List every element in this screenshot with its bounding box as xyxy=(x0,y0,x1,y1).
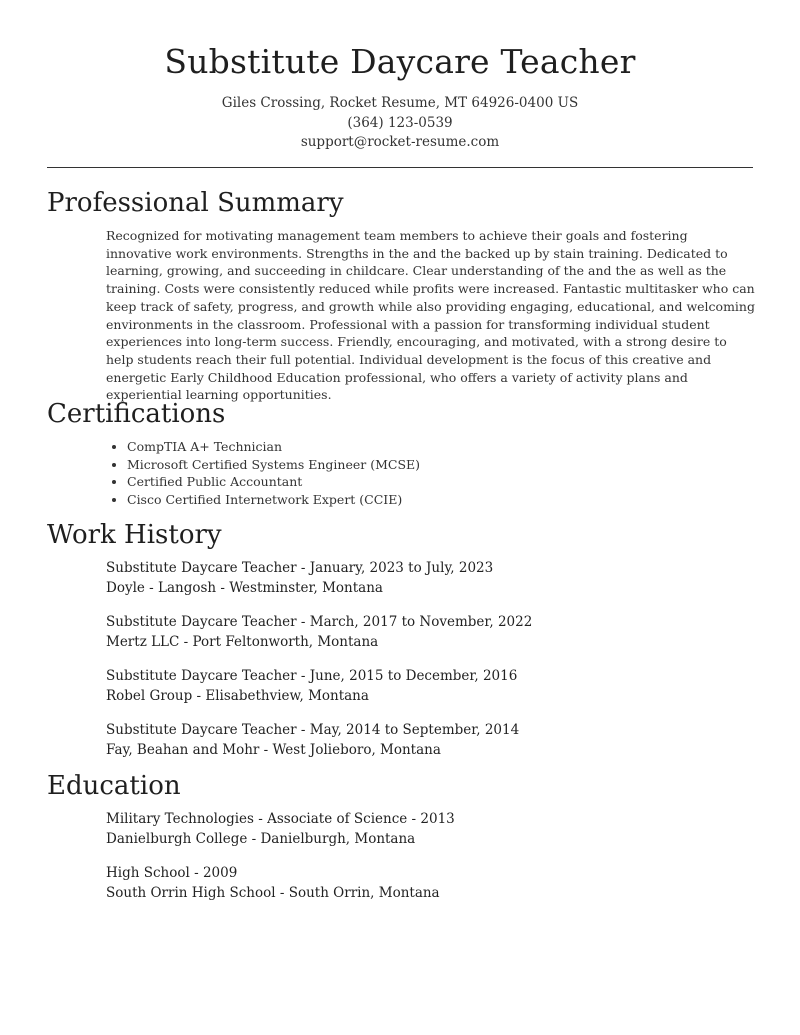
contact-block xyxy=(0,94,800,153)
work-entry-employer: Robel Group - Elisabethview, Montana xyxy=(106,688,369,704)
certification-item: • Certified Public Accountant xyxy=(127,473,420,491)
resume-header xyxy=(0,40,800,153)
education-entry xyxy=(106,863,440,903)
certification-item: • CompTIA A+ Technician xyxy=(127,438,420,456)
summary-heading: Professional Summary xyxy=(47,188,344,218)
certifications-list xyxy=(106,438,420,508)
header-divider xyxy=(47,167,753,168)
education-entry-degree: High School - 2009 xyxy=(106,865,238,881)
work-entry xyxy=(106,720,519,760)
work-entry-employer: Mertz LLC - Port Feltonworth, Montana xyxy=(106,634,379,650)
education-entry xyxy=(106,809,455,849)
work-entry-title: Substitute Daycare Teacher - June, 2015 to December, 2016 xyxy=(106,668,518,684)
work-entry-title: Substitute Daycare Teacher - January, 2023 to July, 2023 xyxy=(106,560,494,576)
contact-phone: (364) 123-0539 xyxy=(347,114,453,131)
work-entry xyxy=(106,666,517,706)
work-entry-title: Substitute Daycare Teacher - March, 2017 to November, 2022 xyxy=(106,614,533,630)
summary-text: Recognized for motivating management team members to achieve their goals and fostering innovative work environments. Strengths in the and the backed up by stain training. Dedicated to learning, growing, and succeeding in childcare. Clear understanding of the and the as well as the training. Costs were consistently reduced while profits were increased. Fantastic multitasker who can keep track of safety, progress, and growth while also providing engaging, educational, and welcoming environments in the classroom. Professional with a passion for transforming individual student experiences into long-term success. Friendly, encouraging, and motivated, with a strong desire to help students reach their full potential. Individual development is the focus of this creative and energetic Early Childhood Education professional, who offers a variety of activity plans and experiential learning opportunities. xyxy=(106,228,755,403)
candidate-name: Substitute Daycare Teacher xyxy=(164,42,636,81)
contact-email: support@rocket-resume.com xyxy=(300,134,500,150)
education-entry-degree: Military Technologies - Associate of Science - 2013 xyxy=(106,811,455,827)
work-entry-employer: Fay, Beahan and Mohr - West Jolieboro, Montana xyxy=(106,742,441,758)
work-entry-title: Substitute Daycare Teacher - May, 2014 to September, 2014 xyxy=(106,722,520,738)
education-heading: Education xyxy=(47,771,181,801)
certification-item: • Microsoft Certified Systems Engineer (MCSE) xyxy=(127,456,420,474)
certification-item: • Cisco Certified Internetwork Expert (CCIE) xyxy=(127,491,420,509)
work-history-heading: Work History xyxy=(47,520,222,550)
work-entry-employer: Doyle - Langosh - Westminster, Montana xyxy=(106,580,383,596)
certifications-heading: Certifications xyxy=(47,399,226,429)
work-entry xyxy=(106,612,532,652)
education-entry-school: South Orrin High School - South Orrin, Montana xyxy=(106,885,440,901)
work-entry xyxy=(106,558,493,598)
contact-address: Giles Crossing, Rocket Resume, MT 64926-0400 US xyxy=(221,95,579,111)
education-entry-school: Danielburgh College - Danielburgh, Montana xyxy=(106,831,416,847)
